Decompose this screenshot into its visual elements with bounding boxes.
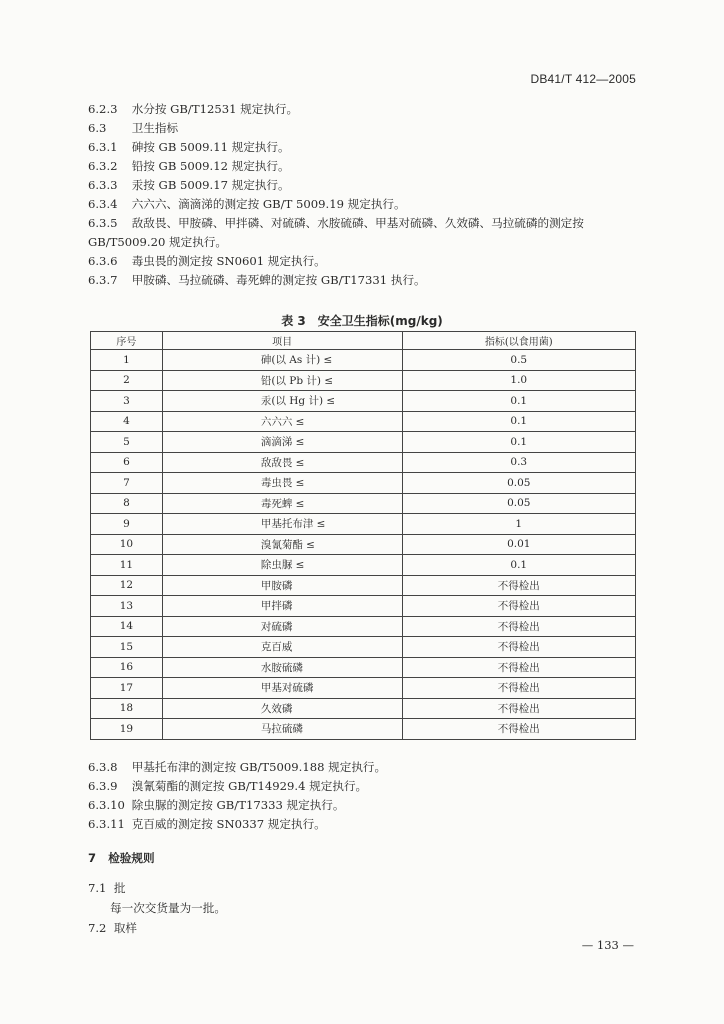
clauses-bottom bbox=[88, 758, 648, 834]
table-row bbox=[91, 514, 636, 535]
seq-cell: 15 bbox=[91, 637, 163, 658]
clause-6-3-6: 6.3.6 毒虫畏的测定按 SN0601 规定执行。 bbox=[88, 254, 326, 268]
limit-cell: 0.1 bbox=[402, 432, 635, 453]
seq-cell: 3 bbox=[91, 391, 163, 412]
item-cell: 毒虫畏 ≤ bbox=[162, 473, 402, 494]
seq-cell: 7 bbox=[91, 473, 163, 494]
clause-6-2-3: 6.2.3 水分按 GB/T12531 规定执行。 bbox=[88, 102, 299, 116]
item-cell: 敌敌畏 ≤ bbox=[162, 452, 402, 473]
table-row bbox=[91, 637, 636, 658]
item-cell: 甲胺磷 bbox=[162, 575, 402, 596]
clause-6-3-5: 6.3.5 敌敌畏、甲胺磷、甲拌磷、对硫磷、水胺硫磷、甲基对硫磷、久效磷、马拉硫磷的测定按 GB/T5009.20 规定执行。 bbox=[88, 216, 584, 249]
seq-cell: 18 bbox=[91, 698, 163, 719]
limit-cell: 0.5 bbox=[402, 350, 635, 371]
seq-cell: 8 bbox=[91, 493, 163, 514]
clause-6-3-1: 6.3.1 砷按 GB 5009.11 规定执行。 bbox=[88, 140, 290, 154]
seq-cell: 17 bbox=[91, 678, 163, 699]
table-row bbox=[91, 411, 636, 432]
seq-cell: 9 bbox=[91, 514, 163, 535]
section-7-2-heading: 7.2 取样 bbox=[88, 921, 138, 935]
item-cell: 甲拌磷 bbox=[162, 596, 402, 617]
table-row bbox=[91, 452, 636, 473]
item-cell: 甲基对硫磷 bbox=[162, 678, 402, 699]
limit-cell: 不得检出 bbox=[402, 698, 635, 719]
clause-6-3-11: 6.3.11 克百威的测定按 SN0337 规定执行。 bbox=[88, 817, 326, 831]
item-cell: 滴滴涕 ≤ bbox=[162, 432, 402, 453]
limit-cell: 0.1 bbox=[402, 555, 635, 576]
limit-cell: 0.1 bbox=[402, 391, 635, 412]
table-row bbox=[91, 596, 636, 617]
limit-cell: 不得检出 bbox=[402, 657, 635, 678]
item-cell: 对硫磷 bbox=[162, 616, 402, 637]
table-row bbox=[91, 473, 636, 494]
table-row bbox=[91, 391, 636, 412]
limit-cell: 0.05 bbox=[402, 473, 635, 494]
table-row bbox=[91, 657, 636, 678]
table-title: 表 3 安全卫生指标(mg/kg) bbox=[281, 314, 443, 328]
section-7-1-heading: 7.1 批 bbox=[88, 881, 126, 895]
seq-cell: 6 bbox=[91, 452, 163, 473]
seq-cell: 19 bbox=[91, 719, 163, 740]
seq-cell: 13 bbox=[91, 596, 163, 617]
item-cell: 除虫脲 ≤ bbox=[162, 555, 402, 576]
seq-cell: 1 bbox=[91, 350, 163, 371]
item-cell: 铅(以 Pb 计) ≤ bbox=[162, 370, 402, 391]
seq-cell: 14 bbox=[91, 616, 163, 637]
table-row bbox=[91, 678, 636, 699]
item-cell: 马拉硫磷 bbox=[162, 719, 402, 740]
clause-6-3-9: 6.3.9 溴氰菊酯的测定按 GB/T14929.4 规定执行。 bbox=[88, 779, 368, 793]
clause-6-3-10: 6.3.10 除虫脲的测定按 GB/T17333 规定执行。 bbox=[88, 798, 345, 812]
clause-6-3: 6.3 卫生指标 bbox=[88, 121, 179, 135]
seq-cell: 2 bbox=[91, 370, 163, 391]
limit-cell: 不得检出 bbox=[402, 637, 635, 658]
table-row bbox=[91, 719, 636, 740]
table-row bbox=[91, 370, 636, 391]
limit-cell: 不得检出 bbox=[402, 719, 635, 740]
safety-index-table bbox=[90, 331, 636, 740]
page-number: — 133 — bbox=[581, 938, 634, 952]
limit-cell: 0.1 bbox=[402, 411, 635, 432]
clause-6-3-3: 6.3.3 汞按 GB 5009.17 规定执行。 bbox=[88, 178, 290, 192]
table-header-row bbox=[91, 332, 636, 350]
seq-cell: 16 bbox=[91, 657, 163, 678]
item-cell: 克百威 bbox=[162, 637, 402, 658]
limit-cell: 0.01 bbox=[402, 534, 635, 555]
item-cell: 汞(以 Hg 计) ≤ bbox=[162, 391, 402, 412]
table-row bbox=[91, 534, 636, 555]
item-cell: 久效磷 bbox=[162, 698, 402, 719]
seq-cell: 11 bbox=[91, 555, 163, 576]
table-row bbox=[91, 432, 636, 453]
table-row bbox=[91, 493, 636, 514]
table-row bbox=[91, 555, 636, 576]
clause-6-3-7: 6.3.7 甲胺磷、马拉硫磷、毒死蜱的测定按 GB/T17331 执行。 bbox=[88, 273, 426, 287]
item-cell: 毒死蜱 ≤ bbox=[162, 493, 402, 514]
limit-cell: 不得检出 bbox=[402, 596, 635, 617]
table-row bbox=[91, 575, 636, 596]
header-seq: 序号 bbox=[91, 332, 163, 350]
item-cell: 六六六 ≤ bbox=[162, 411, 402, 432]
table-row bbox=[91, 350, 636, 371]
limit-cell: 不得检出 bbox=[402, 678, 635, 699]
table-row bbox=[91, 616, 636, 637]
limit-cell: 1.0 bbox=[402, 370, 635, 391]
limit-cell: 0.05 bbox=[402, 493, 635, 514]
limit-cell: 不得检出 bbox=[402, 575, 635, 596]
clause-6-3-8: 6.3.8 甲基托布津的测定按 GB/T5009.188 规定执行。 bbox=[88, 760, 387, 774]
table-row bbox=[91, 698, 636, 719]
limit-cell: 0.3 bbox=[402, 452, 635, 473]
clauses-top bbox=[88, 100, 648, 290]
seq-cell: 12 bbox=[91, 575, 163, 596]
header-item: 项目 bbox=[162, 332, 402, 350]
header-limit: 指标(以食用菌) bbox=[402, 332, 635, 350]
item-cell: 甲基托布津 ≤ bbox=[162, 514, 402, 535]
section-7-heading: 7 检验规则 bbox=[88, 851, 155, 865]
limit-cell: 不得检出 bbox=[402, 616, 635, 637]
limit-cell: 1 bbox=[402, 514, 635, 535]
clause-6-3-4: 6.3.4 六六六、滴滴涕的测定按 GB/T 5009.19 规定执行。 bbox=[88, 197, 406, 211]
item-cell: 水胺硫磷 bbox=[162, 657, 402, 678]
section-7-1-text: 每一次交货量为一批。 bbox=[110, 901, 226, 915]
document-code: DB41/T 412—2005 bbox=[530, 72, 636, 86]
item-cell: 溴氰菊酯 ≤ bbox=[162, 534, 402, 555]
seq-cell: 10 bbox=[91, 534, 163, 555]
clause-6-3-2: 6.3.2 铅按 GB 5009.12 规定执行。 bbox=[88, 159, 290, 173]
item-cell: 砷(以 As 计) ≤ bbox=[162, 350, 402, 371]
seq-cell: 4 bbox=[91, 411, 163, 432]
seq-cell: 5 bbox=[91, 432, 163, 453]
